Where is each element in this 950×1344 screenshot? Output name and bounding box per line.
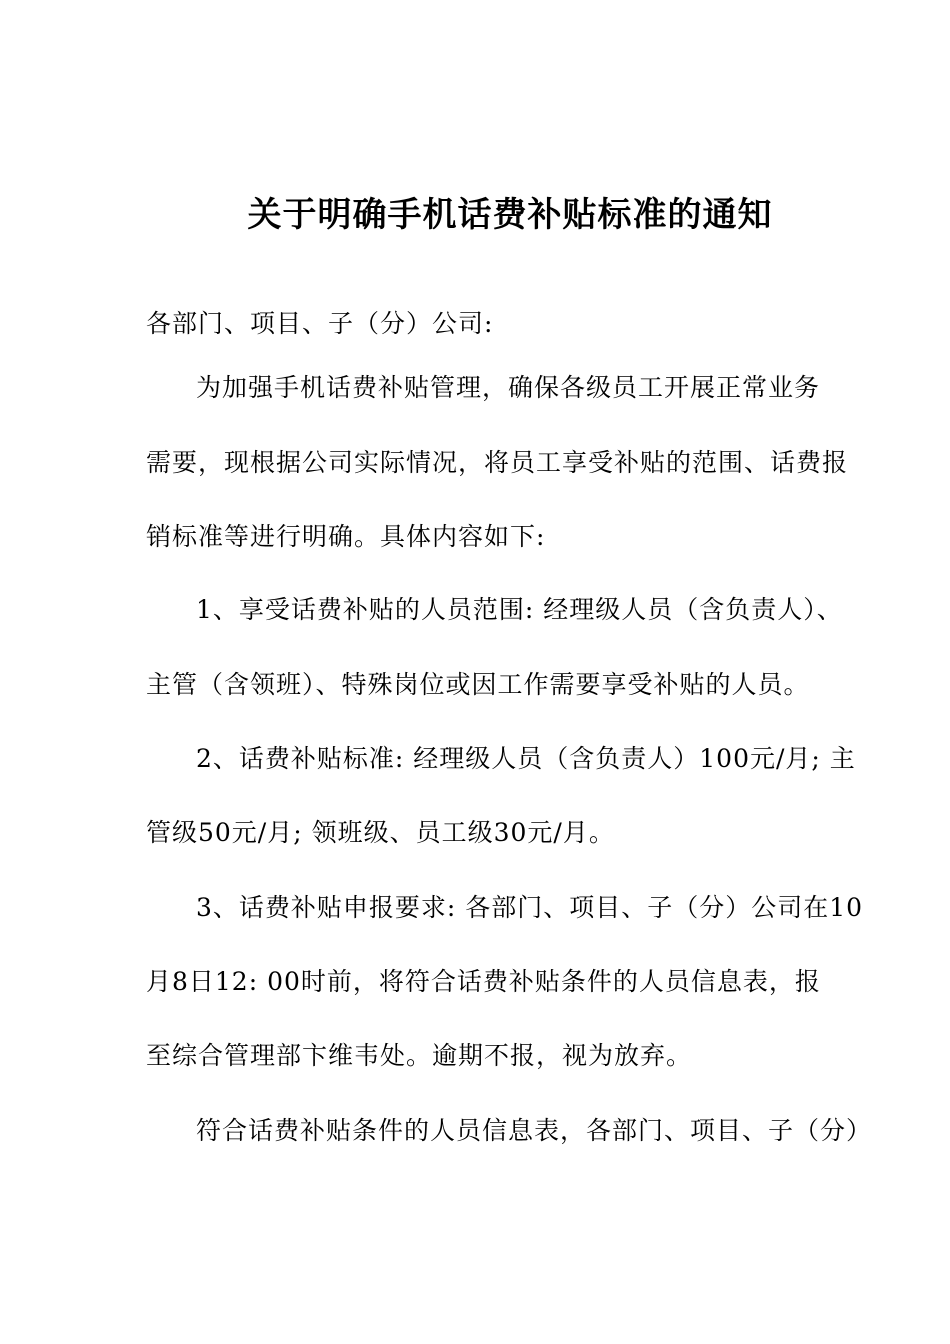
paragraph-line: 主管（含领班）、特殊岗位或因工作需要享受补贴的人员。 (146, 670, 810, 699)
paragraph-line: 2、话费补贴标准: 经理级人员（含负责人）100元/月; 主 (196, 744, 856, 773)
paragraph-line: 符合话费补贴条件的人员信息表，各部门、项目、子（分） (196, 1116, 873, 1145)
salutation-line: 各部门、项目、子（分）公司: (146, 309, 494, 338)
paragraph-line: 3、话费补贴申报要求: 各部门、项目、子（分）公司在10 (196, 893, 864, 922)
paragraph-line: 月8日12: 00时前，将符合话费补贴条件的人员信息表，报 (146, 967, 821, 996)
document-title: 关于明确手机话费补贴标准的通知 (247, 195, 773, 235)
paragraph-line: 1、享受话费补贴的人员范围: 经理级人员（含负责人）、 (196, 595, 843, 624)
paragraph-line: 至综合管理部卞维韦处。逾期不报，视为放弃。 (146, 1041, 693, 1070)
paragraph-line: 为加强手机话费补贴管理，确保各级员工开展正常业务 (196, 373, 821, 402)
paragraph-line: 销标准等进行明确。具体内容如下: (146, 522, 546, 551)
paragraph-line: 需要，现根据公司实际情况，将员工享受补贴的范围、话费报 (146, 448, 849, 477)
paragraph-line: 管级50元/月; 领班级、员工级30元/月。 (146, 818, 615, 847)
